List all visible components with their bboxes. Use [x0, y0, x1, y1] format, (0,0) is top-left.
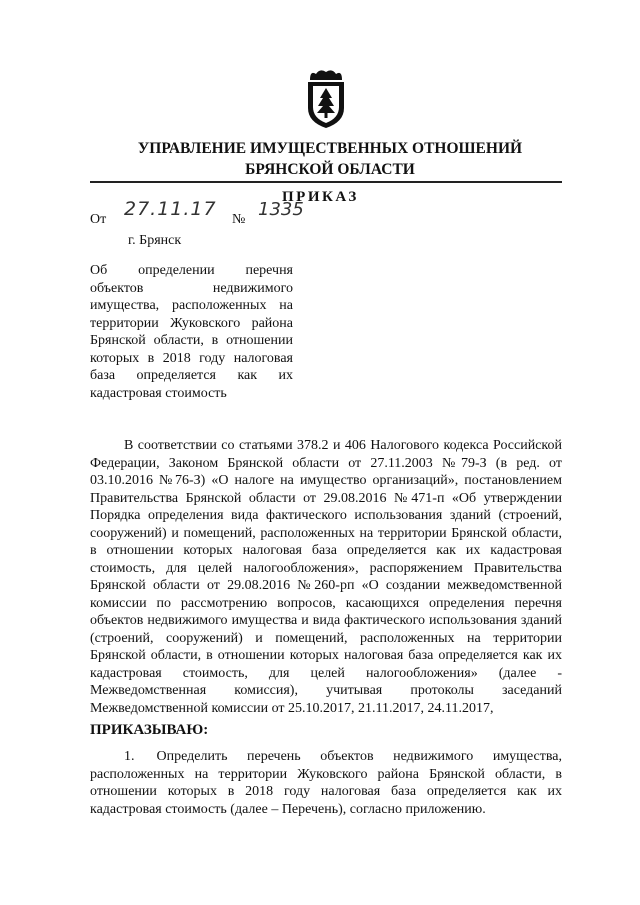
order-date-handwritten: 27.11.17 [124, 198, 217, 220]
number-label: № [232, 212, 246, 227]
preamble-paragraph: В соответствии со статьями 378.2 и 406 Налогового кодекса Российской Федерации, Законом Брянской области от 27.11.2003 №79-З (в ред. от 03.10.2016 №76-З) «О налоге на имущество организаций», постановлением Правительства Брянской области от 29.08.2016 №471-п «Об утверждении Порядка определения вида фактического использования зданий (строений, сооружений) и помещений, расположенных на территории Брянской области, в отношении которых налоговая база определяется как их кадастровая стоимость, для целей налогообложения», распоряжением Правительства Брянской области от 29.08.2016 №260-рп «О создании межведомственной комиссии по рассмотрению вопросов, касающихся определения перечня объектов недвижимого имущества и вида фактического использования зданий (строений, сооружений) и помещений, расположенных на территории Брянской области, в отношении которых налоговая база определяется как их кадастровая стоимость, для целей налогообложения» (далее - Межведомственная комиссия), учитывая протоколы заседаний Межведомственной комиссии от 25.10.2017, 21.11.2017, 24.11.2017, [90, 438, 562, 716]
bryansk-coat-of-arms-icon [302, 68, 350, 130]
order-subject: Об определении перечня объектов недвижимого имущества, расположенных на территории Жуковского района Брянской области, в отношении которых в 2018 году налоговая база определяется как их кадастровая стоимость [90, 263, 293, 401]
organization-name-line1: УПРАВЛЕНИЕ ИМУЩЕСТВЕННЫХ ОТНОШЕНИЙ [137, 140, 523, 157]
date-prefix: От [90, 212, 107, 227]
order-item-text: Определить перечень объектов недвижимого имущества, расположенных на территории Жуковского района Брянской области, в отношении которых в 2018 году налоговая база определяется как их кадастровая стоимость (далее – Перечень), согласно приложению. [90, 749, 562, 817]
header-divider [90, 181, 562, 183]
order-title: ПРИКАЗ [282, 189, 359, 205]
command-heading: ПРИКАЗЫВАЮ: [90, 722, 209, 738]
order-number-handwritten: 1335 [258, 199, 304, 220]
organization-name-line2: БРЯНСКОЙ ОБЛАСТИ [245, 161, 415, 178]
order-city: г. Брянск [128, 233, 182, 248]
order-item-number: 1. [124, 749, 135, 764]
order-item-1 [90, 748, 562, 818]
organization-name [100, 138, 560, 180]
